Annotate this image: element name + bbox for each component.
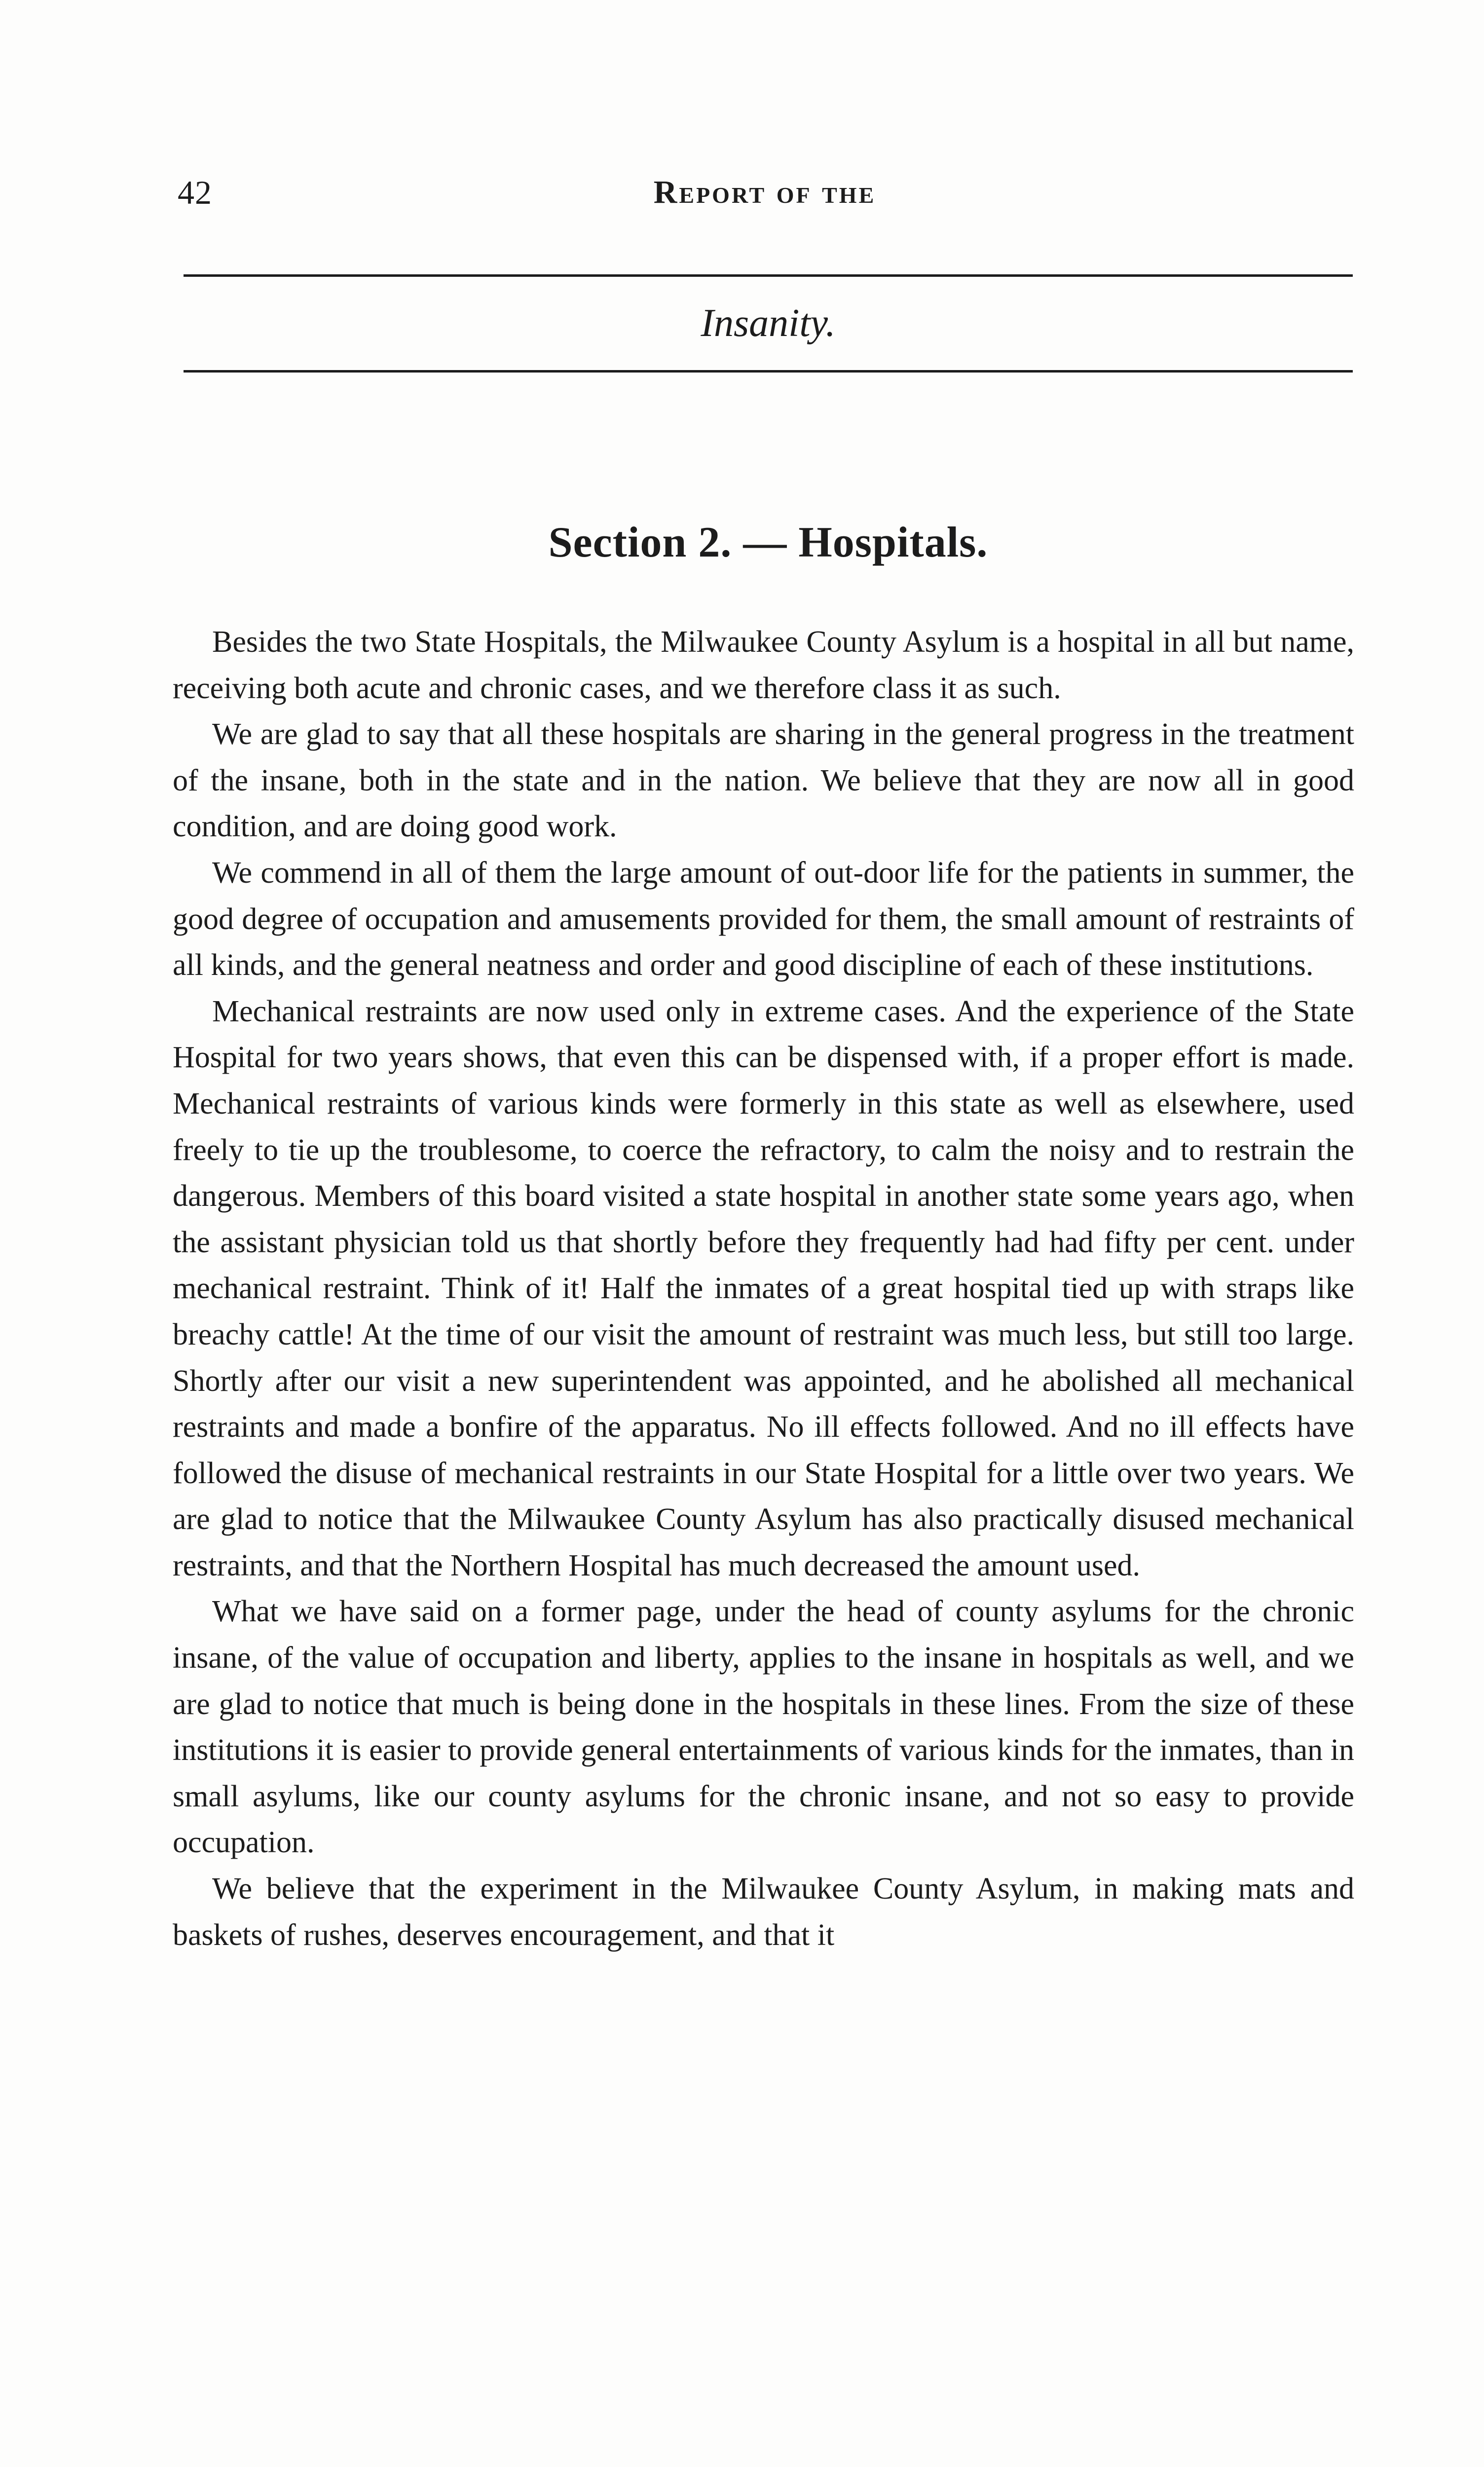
- section-heading: Insanity.: [701, 301, 836, 345]
- running-title: Report of the: [653, 174, 876, 210]
- paragraph: Besides the two State Hospitals, the Milwaukee County Asylum is a hospital in all but name, receiving both acute and chronic cases, and we therefore class it as such.: [173, 625, 1354, 705]
- paragraph: What we have said on a former page, under the head of county asylums for the chronic insane, of the value of occupation and liberty, applies to the insane in hospitals as well, and we are glad to notice that much is being done in the hospitals in these lines. From the size of these institutions it is easier to provide general entertainments of various kinds for the inmates, than in small asylums, like our county asylums for the chronic insane, and not so easy to provide occupation.: [173, 1595, 1354, 1860]
- header-rule-bottom: [184, 370, 1353, 373]
- header-rule-top: [184, 274, 1353, 277]
- section-title: Section 2. — Hospitals.: [548, 519, 988, 566]
- paragraph: We are glad to say that all these hospitals are sharing in the general progress in the treatment of the insane, both in the state and in the nation. We believe that they are now all in good condition, and are doing good work.: [173, 717, 1354, 844]
- paragraph: We believe that the experiment in the Milwaukee County Asylum, in making mats and baskets of rushes, deserves encouragement, and that it: [173, 1872, 1354, 1952]
- page-number: 42: [178, 174, 212, 211]
- paragraph: We commend in all of them the large amount of out-door life for the patients in summer, the good degree of occupation and amusements provided for them, the small amount of restraints of all kinds, and the general neatness and order and good discipline of each of these institutions.: [173, 856, 1354, 982]
- running-header: [178, 168, 1352, 222]
- body-text: [173, 619, 1354, 1958]
- paragraph: Mechanical restraints are now used only in extreme cases. And the experience of the State Hospital for two years shows, that even this can be dispensed with, if a proper effort is made. Mechanical restraints of various kinds were formerly in this state as well as elsewhere, used freely to tie up the troublesome, to coerce the refractory, to calm the noisy and to restrain the dangerous. Members of this board visited a state hospital in another state some years ago, when the assistant physician told us that shortly before they frequently had had fifty per cent. under mechanical restraint. Think of it! Half the inmates of a great hospital tied up with straps like breachy cattle! At the time of our visit the amount of restraint was much less, but still too large. Shortly after our visit a new superintendent was appointed, and he abolished all mechanical restraints and made a bonfire of the apparatus. No ill effects followed. And no ill effects have followed the disuse of mechanical restraints in our State Hospital for a little over two years. We are glad to notice that the Milwaukee County Asylum has also practically disused mechanical restraints, and that the Northern Hospital has much decreased the amount used.: [173, 994, 1354, 1582]
